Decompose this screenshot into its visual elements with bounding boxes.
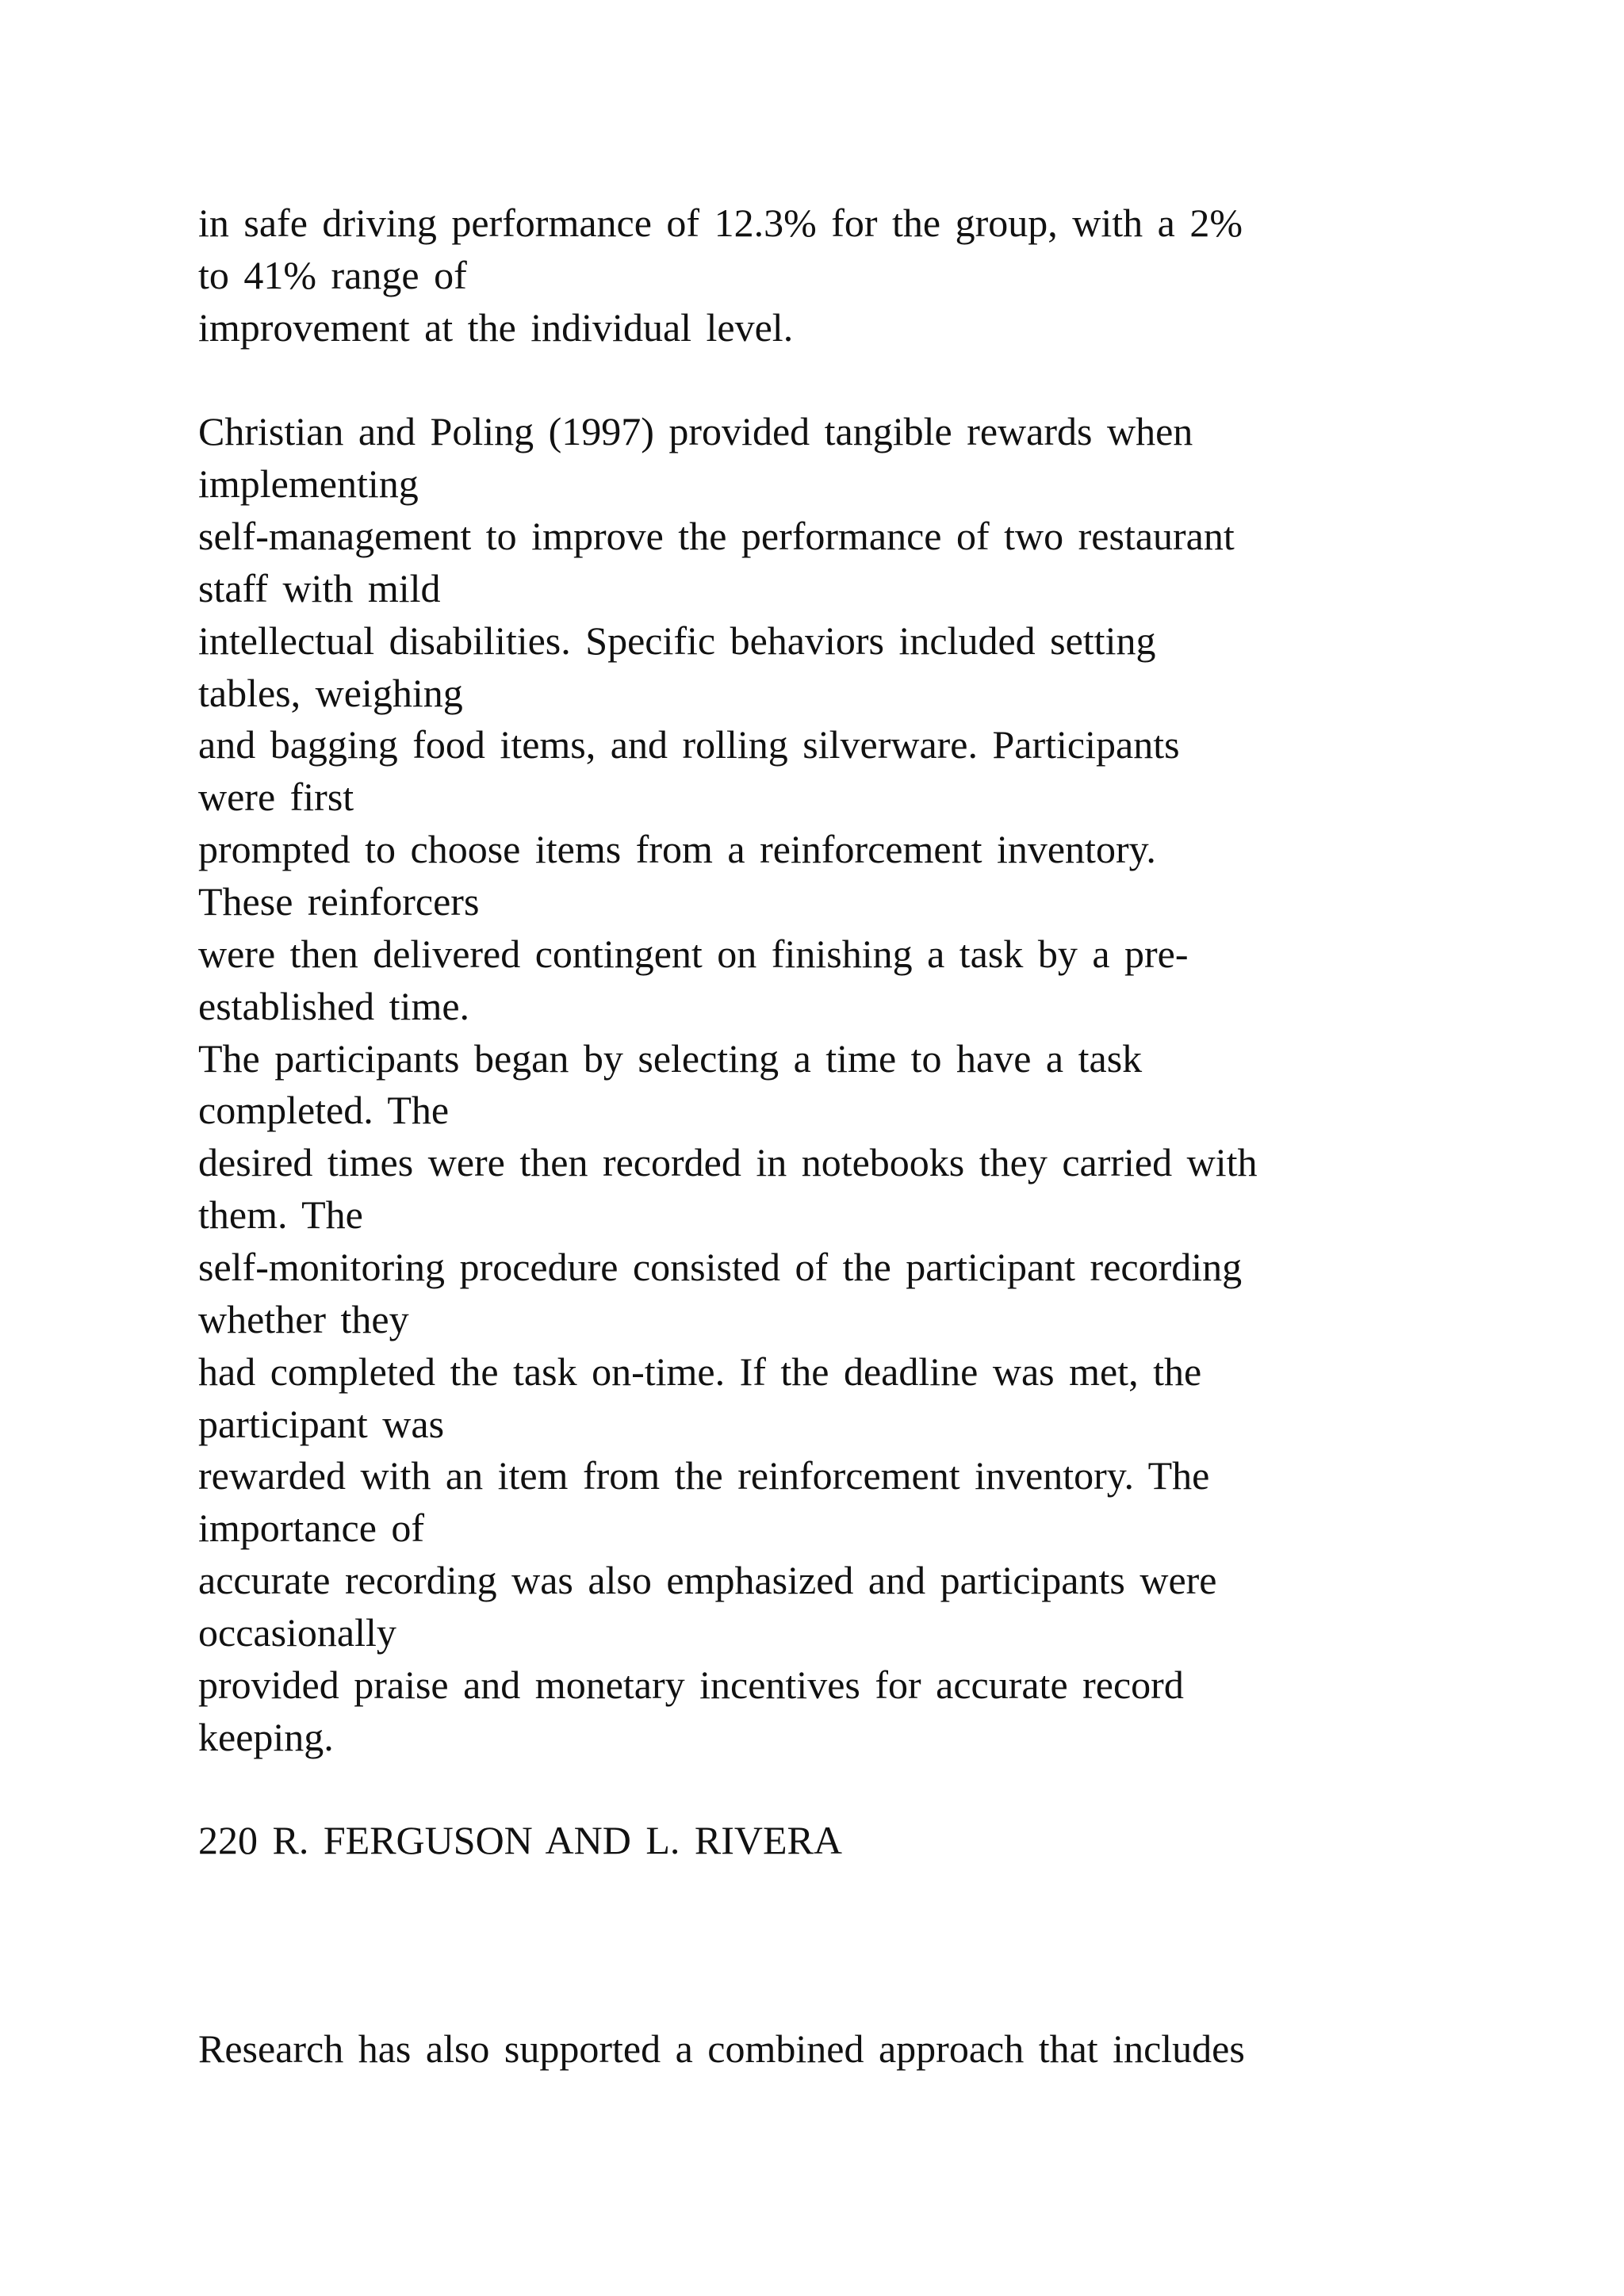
text-line: established time. (198, 984, 470, 1028)
running-header: 220 R. FERGUSON AND L. RIVERA (198, 1818, 843, 1862)
text-line: whether they (198, 1297, 409, 1341)
text-line: These reinforcers (198, 879, 480, 924)
text-line: Research has also supported a combined approach that includes (198, 2026, 1245, 2071)
text-line: provided praise and monetary incentives for accurate record (198, 1663, 1184, 1707)
text-line: prompted to choose items from a reinforcement inventory. (198, 827, 1156, 871)
text-line: desired times were then recorded in notebooks they carried with (198, 1140, 1258, 1184)
text-line: to 41% range of (198, 253, 467, 297)
text-line: were first (198, 775, 354, 819)
text-line: participant was (198, 1402, 445, 1446)
text-line: The participants began by selecting a time to have a task (198, 1036, 1143, 1081)
text-line: self-management to improve the performance of two restaurant (198, 514, 1235, 558)
text-line: implementing (198, 461, 419, 506)
text-line: tables, weighing (198, 671, 463, 715)
text-line: staff with mild (198, 566, 441, 610)
text-line: in safe driving performance of 12.3% for the group, with a 2% (198, 201, 1243, 245)
text-line: keeping. (198, 1715, 334, 1759)
text-line: rewarded with an item from the reinforcement inventory. The (198, 1453, 1210, 1498)
text-line: self-monitoring procedure consisted of the participant recording (198, 1245, 1243, 1289)
text-line: accurate recording was also emphasized and participants were (198, 1558, 1217, 1602)
text-line: completed. The (198, 1088, 450, 1132)
text-line: occasionally (198, 1610, 396, 1655)
text-line: had completed the task on-time. If the deadline was met, the (198, 1349, 1202, 1394)
text-line: were then delivered contingent on finishing a task by a pre- (198, 932, 1189, 976)
text-line: Christian and Poling (1997) provided tangible rewards when (198, 409, 1193, 453)
text-line: improvement at the individual level. (198, 305, 794, 350)
text-line: and bagging food items, and rolling silverware. Participants (198, 722, 1180, 767)
text-line: importance of (198, 1506, 425, 1550)
text-line: intellectual disabilities. Specific behaviors included setting (198, 618, 1156, 663)
text-line: them. The (198, 1192, 363, 1237)
